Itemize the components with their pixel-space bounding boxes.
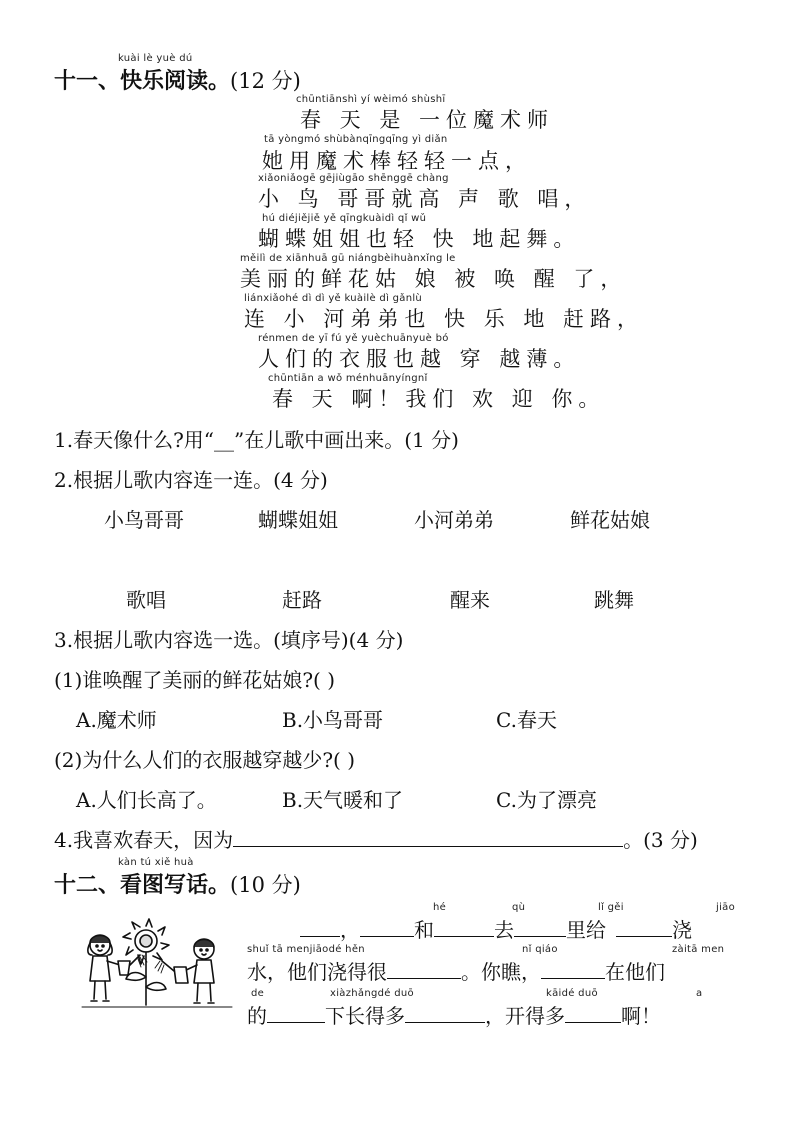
writing-word-ligei: 里给 — [566, 918, 606, 942]
writing-blank[interactable] — [541, 962, 605, 979]
option-c[interactable]: C.为了漂亮 — [496, 788, 597, 812]
question-3-2[interactable]: (2)为什么人们的衣服越穿越少?( ) — [54, 748, 356, 772]
writing-py-line2-a: shuǐ tā menjiāodé hěn — [247, 944, 365, 955]
match-bottom-item[interactable]: 醒来 — [450, 588, 490, 612]
match-top-item[interactable]: 蝴蝶姐姐 — [258, 508, 338, 532]
question-3-1[interactable]: (1)谁唤醒了美丽的鲜花姑娘?( ) — [54, 668, 336, 692]
poem-line-1-pinyin: chūntiānshì yí wèimó shùshī — [296, 94, 446, 105]
writing-blank[interactable] — [387, 962, 461, 979]
section11-title: 十一、快乐阅读。 — [54, 69, 231, 94]
option-b[interactable]: B.小鸟哥哥 — [282, 708, 384, 732]
writing-blank[interactable] — [267, 1006, 325, 1023]
writing-py-line3-d: a — [696, 988, 703, 999]
writing-word-qu: 去 — [494, 918, 514, 942]
writing-text-line2-c: 在他们 — [605, 960, 665, 984]
poem-line-6: 连 小 河弟弟也 快 乐 地 赶路， — [244, 307, 645, 331]
writing-py-he: hé — [433, 902, 447, 913]
writing-blank[interactable] — [565, 1006, 621, 1023]
writing-py-line3-c: kāidé duō — [546, 988, 598, 999]
poem-line-3: 小 鸟 哥哥就高 声 歌 唱， — [258, 187, 592, 211]
question-2: 2.根据儿歌内容连一连。(4 分) — [54, 468, 328, 492]
poem-line-5-pinyin: měilì de xiānhuā gū niángbèihuànxǐng le — [240, 253, 456, 264]
section12-title: 十二、看图写话。 — [54, 873, 231, 898]
writing-blank[interactable] — [405, 1006, 485, 1023]
section11-points: (12 分) — [230, 69, 301, 93]
match-top-item[interactable]: 鲜花姑娘 — [570, 508, 650, 532]
writing-text-line2-a: 水，他们浇得很 — [247, 960, 387, 984]
poem-line-7-pinyin: rénmen de yī fú yě yuèchuānyuè bó — [258, 333, 449, 344]
writing-text-line3-b: 下长得多 — [325, 1004, 405, 1028]
section11-heading — [54, 64, 301, 95]
writing-blank[interactable] — [300, 920, 340, 937]
answer-blank[interactable] — [233, 828, 623, 847]
writing-text-line3-c: ，开得多 — [485, 1004, 565, 1028]
section11-pinyin: kuài lè yuè dú — [118, 53, 193, 64]
match-bottom-item[interactable]: 跳舞 — [594, 588, 634, 612]
writing-blank[interactable] — [616, 920, 672, 937]
poem-line-2: 她用魔术棒轻轻一点， — [262, 149, 532, 173]
option-c[interactable]: C.春天 — [496, 708, 557, 732]
question-4-suffix: 。(3 分) — [623, 828, 698, 852]
children-watering-flower-illustration — [78, 915, 236, 1015]
section12-heading — [54, 868, 301, 899]
match-top-item[interactable]: 小鸟哥哥 — [104, 508, 184, 532]
writing-text-line2-b: 。你瞧， — [461, 960, 541, 984]
writing-py-jiao: jiāo — [716, 902, 736, 913]
writing-blank[interactable] — [514, 920, 566, 937]
match-top-item[interactable]: 小河弟弟 — [414, 508, 494, 532]
poem-line-4-pinyin: hú diéjiějiě yě qīngkuàidì qǐ wǔ — [262, 213, 427, 224]
writing-text-line3-a: 的 — [247, 1004, 267, 1028]
section12-pinyin: kàn tú xiě huà — [118, 857, 194, 868]
writing-blank[interactable] — [360, 920, 414, 937]
writing-line-1 — [300, 914, 692, 943]
option-a[interactable]: A.魔术师 — [76, 708, 157, 732]
writing-py-qu: qù — [512, 902, 526, 913]
question-3: 3.根据儿歌内容选一选。(填序号)(4 分) — [54, 628, 404, 652]
poem-line-6-pinyin: liánxiǎohé dì dì yě kuàilè dì gǎnlù — [244, 293, 423, 304]
writing-blank[interactable] — [434, 920, 494, 937]
writing-word-he: 和 — [414, 918, 434, 942]
writing-py-line3-b: xiàzhǎngdé duō — [330, 988, 414, 999]
poem-line-8-pinyin: chūntiān a wǒ ménhuānyíngnǐ — [268, 373, 428, 384]
girl-figure — [88, 935, 147, 1001]
writing-py-line3-a: de — [251, 988, 265, 999]
writing-word-jiao: 浇 — [672, 918, 692, 942]
writing-line-2 — [247, 956, 665, 985]
section12-points: (10 分) — [230, 873, 301, 897]
writing-py-ligei: lǐ gěi — [598, 902, 624, 913]
question-4-prefix: 4.我喜欢春天，因为 — [54, 828, 234, 852]
poem-line-1: 春 天 是 一位魔术师 — [300, 108, 555, 132]
option-b[interactable]: B.天气暖和了 — [282, 788, 404, 812]
question-1: 1.春天像什么?用“__”在儿歌中画出来。(1 分) — [54, 428, 459, 452]
match-bottom-item[interactable]: 赶路 — [282, 588, 322, 612]
writing-line-3 — [247, 1000, 661, 1029]
question-4 — [54, 824, 698, 853]
option-a[interactable]: A.人们长高了。 — [76, 788, 217, 812]
poem-line-3-pinyin: xiǎoniǎogē gējiùgāo shēnggē chàng — [258, 173, 449, 184]
writing-py-line2-b: nǐ qiáo — [522, 944, 558, 955]
writing-py-line2-c: zàitā men — [672, 944, 725, 955]
poem-line-5: 美丽的鲜花姑 娘 被 唤 醒 了， — [240, 267, 628, 291]
poem-line-4: 蝴蝶姐姐也轻 快 地起舞。 — [258, 227, 581, 251]
writing-comma: ， — [340, 918, 360, 942]
writing-text-line3-d: 啊！ — [621, 1004, 661, 1028]
match-bottom-item[interactable]: 歌唱 — [126, 588, 166, 612]
poem-line-8: 春 天 啊！我们 欢 迎 你。 — [272, 387, 606, 411]
poem-line-2-pinyin: tā yòngmó shùbànqīngqīng yì diǎn — [264, 134, 448, 145]
poem-line-7: 人们的衣服也越 穿 越薄。 — [258, 347, 581, 371]
